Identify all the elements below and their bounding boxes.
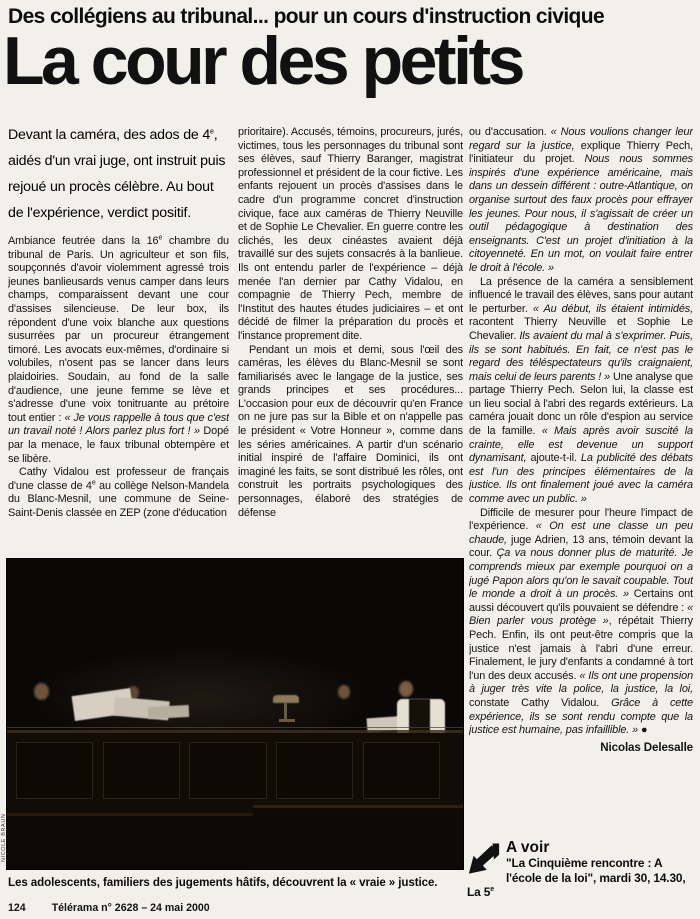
photo-bench-panel — [276, 742, 353, 799]
column-middle — [238, 126, 463, 558]
paragraph: prioritaire). Accusés, témoins, procureurs, jurés, victimes, tous les personnages du tribunal sont ses élèves, sauf Thierry Baranger, magistrat professionnel et président de la cour fictive. Les enfants rejouent un procès d'assises dans le cadre d'un programme concret d'instruction civique, face aux caméras de Thierry Neuville et de Sophie Le Chevalier. En guerre contre les clichés, les deux cinéastes avaient déjà travaillé sur des sujets consacrés à la banlieue. Ils ont entendu parler de l'expérience – déjà menée l'an dernier par Cathy Vidalou, en compagnie de Thierry Pech, membre de l'Institut des hautes études judiciaires – et ont décidé de filmer la préparation du procès et l'instance proprement dite. — [238, 126, 463, 342]
courtroom-photo — [6, 558, 464, 870]
photo-bench-edge — [7, 727, 463, 728]
photo-bench-panel — [103, 742, 180, 799]
photo-papers — [148, 705, 190, 720]
column-right-body — [469, 126, 693, 738]
photo-lamp — [279, 719, 295, 722]
issue-line: Télérama n° 2628 – 24 mai 2000 — [51, 902, 210, 914]
paragraph: Cathy Vidalou est professeur de français d'une classe de 4e au collège Nelson-Mandela du Blanc-Mesnil, une commune de Seine-Saint-Denis classée en ZEP (zone d'éducation — [8, 466, 229, 519]
column-left — [8, 122, 229, 558]
paragraph: Pendant un mois et demi, sous l'œil des caméras, les élèves du Blanc-Mesnil se sont familiarisés avec le langage de la justice, ses grands principes et ses procédures... L'occasion pour eux de découvrir qu'en France on ne jure pas sur la Bible et on n'appelle pas le président « Votre Honneur », comme dans les séries américaines. A partir d'un scénario initial inspiré de l'affaire Dominici, ils ont imaginé les faits, se sont distribué les rôles, ont construit les portraits psychologiques des personnages, élaboré des stratégies de défense — [238, 343, 463, 519]
column-right — [469, 126, 693, 804]
photo-bench-panel — [16, 742, 93, 799]
photo-lamp — [284, 703, 287, 720]
kicker: Des collégiens au tribunal... pour un cours d'instruction civique — [8, 5, 605, 28]
headline: La cour des petits — [3, 23, 522, 99]
watch-box — [467, 839, 697, 900]
article-intro: Devant la caméra, des ados de 4e, aidés d'un vrai juge, ont instruit puis rejoué un procès célèbre. Au bout de l'expérience, verdict positif. — [8, 127, 226, 221]
photo-caption: Les adolescents, familiers des jugements hâtifs, découvrent la « vraie » justice. — [8, 876, 438, 889]
down-left-arrow-icon — [467, 841, 501, 878]
photo-bench — [7, 733, 463, 814]
page-footer — [8, 902, 458, 914]
photo-credit: NICOLE BRAUN — [1, 813, 7, 862]
page-number: 124 — [8, 902, 26, 914]
watch-box-title: A voir — [506, 839, 550, 856]
photo-bench-panel — [189, 742, 266, 799]
photo-figure — [338, 685, 350, 699]
byline: Nicolas Delesalle — [600, 740, 693, 754]
photo-bench-panel — [363, 742, 440, 799]
column-middle-body — [238, 126, 463, 520]
paragraph: Ambiance feutrée dans la 16e chambre du tribunal de Paris. Un agriculteur et son fils, soupçonnés d'avoir violemment agressé trois jeunes banlieusards venus camper dans leurs champs, comparaissent devant une cour d'assises silencieuse. De leur box, ils répondent d'une voix blanche aux questions susurrées par un procureur étrangement timoré. Les avocats eux-mêmes, d'ordinaire si volubiles, n'osent pas se lancer dans leurs plaidoiries. Soudain, au fond de la salle d'audience, une jeune femme se lève et s'adresse d'une voix tonitruante au prétoire tout entier : « Je vous rappelle à tous que c'est un travail noté ! Alors parlez plus fort ! » Dopé par la menace, le faux tribunal obtempère et se libère. — [8, 234, 229, 465]
paragraph: Difficile de mesurer pour l'heure l'impact de l'expérience. « On est une classe un peu chaude, juge Adrien, 13 ans, témoin devant la cour. Ça va nous donner plus de maturité. Je comprends mieux par exemple pourquoi on a jugé Papon alors qu'on le savait coupable. Tout le monde a droit à un procès. » Certains ont aussi découvert qu'ils pouvaient se défendre : « Bien parler vous protège », répétait Thierry Pech. Enfin, ils ont peut-être compris que la justice n'est jamais à l'abri d'une erreur. Finalement, le jury d'enfants a condamné à tort l'un des deux accusés. « Ils ont une propension à juger très vite la police, la justice, la loi, constate Cathy Vidalou. Grâce à cette expérience, ils se sont rendu compte que la justice est humaine, pas infaillible. » ● — [469, 506, 693, 737]
watch-box-text: "La Cinquième rencontre : A l'école de la loi", mardi 30, 14.30, La 5e — [467, 856, 686, 899]
photo-figure — [399, 681, 413, 697]
paragraph: La présence de la caméra a sensiblement influencé le travail des élèves, sans pour autant le perturber. « Au début, ils étaient intimidés, racontent Thierry Neuville et Sophie Le Chevalier. Ils avaient du mal à s'exprimer. Puis, ils se sont habitués. En fait, ce n'est pas le regard des téléspectateurs qu'ils craignaient, mais celui de leurs parents ! » Une analyse que partage Thierry Pech. Selon lui, la classe est un lieu social à l'abri des regards extérieurs. La caméra jouait donc un rôle d'espion au service de la famille. « Mais après avoir suscité la crainte, elle est devenue un support dynamisant, ajoute-t-il. La publicité des débats est l'un des principes élémentaires de la justice. Ils ont finalement joué avec la caméra comme avec un public. » — [469, 275, 693, 506]
paragraph: ou d'accusation. « Nous voulions changer leur regard sur la justice, explique Thierry Pech, l'initiateur du projet. Nous nous sommes inspirés d'une expérience américaine, mais dans un dessein différent : outre-Atlantique, on organise surtout des faux procès pour effrayer les jeunes. Pour nous, il s'agissait de créer un outil pédagogique à destination des enseignants. C'est un projet d'initiation à la citoyenneté. En un mot, on voulait faire entrer le droit à l'école. » — [469, 126, 693, 274]
photo-table — [253, 809, 463, 868]
column-left-body — [8, 235, 229, 520]
